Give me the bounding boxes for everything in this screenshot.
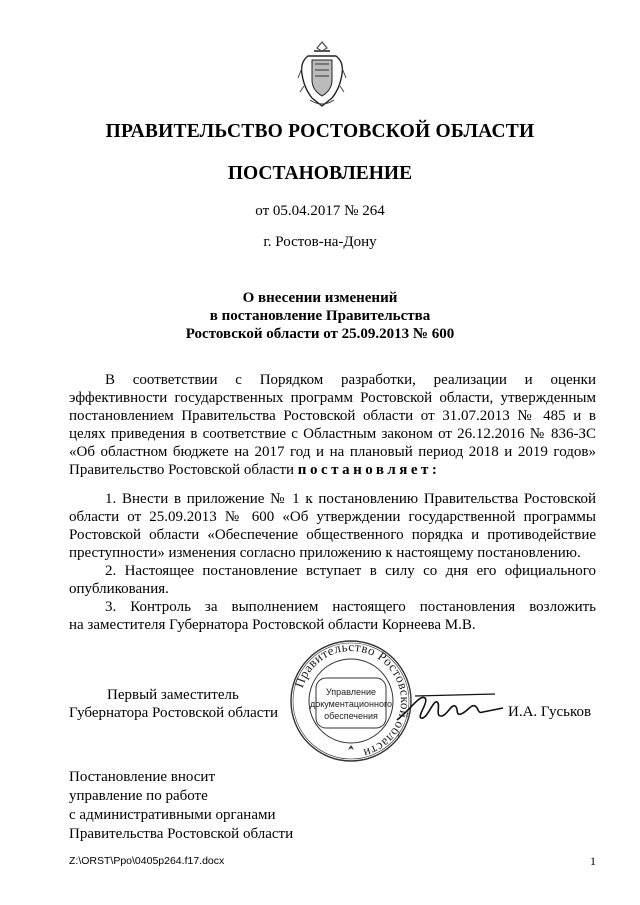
signatory-position: [69, 686, 278, 722]
document-subject: [0, 289, 640, 343]
position-line: Первый заместитель: [107, 687, 239, 703]
issuer-title: ПРАВИТЕЛЬСТВО РОСТОВСКОЙ ОБЛАСТИ: [105, 121, 535, 142]
preamble-line: целях приведения в соответствие с Областным законом от 26.12.2016 № 836-ЗС: [69, 426, 596, 442]
item-line: 2. Настоящее постановление вступает в силу со дня его официального: [105, 563, 596, 579]
stamp-inner-line: обеспечения: [324, 711, 378, 721]
position-line: Губернатора Ростовской области: [69, 705, 279, 721]
resolves-word: постановляет:: [297, 462, 441, 478]
item-line: Ростовской области «Обеспечение общественного порядка и противодействие: [69, 527, 596, 543]
preamble-line: эффективности государственных программ Ростовской области, утвержденным: [69, 390, 596, 406]
preamble-government: Правительство Ростовской области: [69, 462, 295, 478]
submitted-by-note: [69, 768, 293, 844]
document-date-number: от 05.04.2017 № 264: [255, 203, 385, 219]
item-line: преступности» изменения согласно приложению к настоящему постановлению.: [69, 545, 581, 561]
note-line: Постановление вносит: [69, 769, 216, 785]
preamble: [69, 371, 596, 479]
subject-line: в постановление Правительства: [209, 308, 431, 324]
item-line: области от 25.09.2013 № 600 «Об утверждении государственной программы: [69, 509, 596, 525]
note-line: управление по работе: [69, 788, 208, 804]
stamp-inner-line: Управление: [325, 687, 377, 697]
preamble-line: «Об областном бюджете на 2017 год и на плановый период 2018 и 2019 годов»: [69, 444, 596, 460]
subject-line: О внесении изменений: [242, 290, 398, 306]
coat-of-arms-icon: [296, 38, 348, 110]
note-line: Правительства Ростовской области: [69, 826, 294, 842]
item-line: 1. Внести в приложение № 1 к постановлению Правительства Ростовской: [105, 491, 596, 507]
preamble-line: постановлением Правительства Ростовской области от 31.07.2013 № 485 и в: [69, 408, 596, 424]
file-path: Z:\ORST\Ppo\0405p264.f17.docx: [69, 855, 225, 867]
stamp-inner-line: документационного: [309, 699, 393, 709]
preamble-line: В соответствии с Порядком разработки, реализации и оценки: [105, 372, 596, 388]
resolution-items: [69, 490, 596, 634]
page-number: 1: [590, 854, 596, 868]
item-line: 3. Контроль за выполнением настоящего постановления возложить: [105, 599, 596, 615]
item-line: опубликования.: [69, 581, 169, 597]
document-type: ПОСТАНОВЛЕНИЕ: [227, 163, 413, 184]
document-city: г. Ростов-на-Дону: [263, 234, 377, 250]
item-line: на заместителя Губернатора Ростовской области Корнеева М.В.: [69, 617, 476, 633]
handwritten-signature: [395, 690, 505, 724]
stamp-ring-text: Правительство Ростовской области: [291, 638, 414, 762]
preamble-line: [69, 461, 596, 479]
subject-line: Ростовской области от 25.09.2013 № 600: [185, 326, 455, 342]
note-line: с административными органами: [69, 807, 276, 823]
signatory-name: И.А. Гуськов: [508, 704, 592, 720]
